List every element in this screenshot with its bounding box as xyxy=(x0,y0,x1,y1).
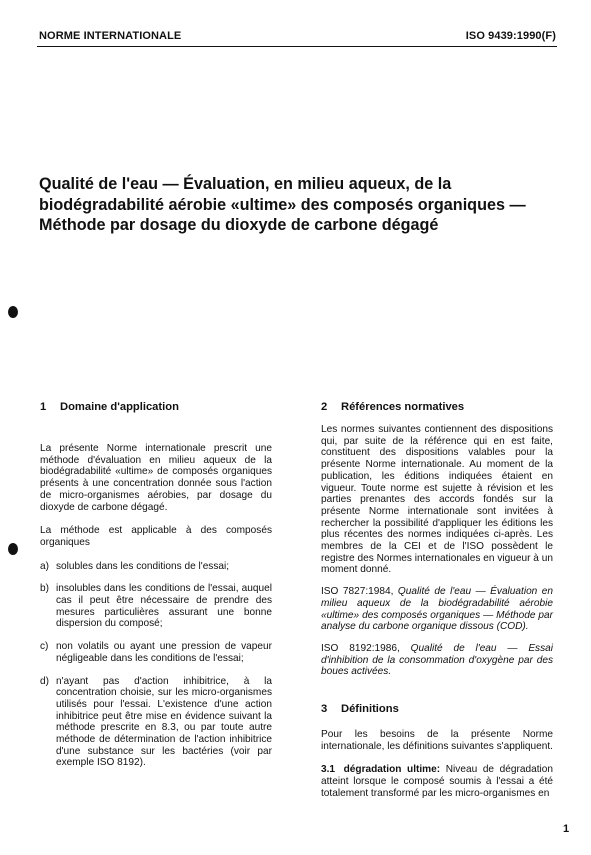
document-id: ISO 9439:1990(F) xyxy=(465,30,556,42)
definition-text: Niveau de dégradation atteint lorsque le composé soumis à l'essai a été totalement transformé par les micro-organismes en xyxy=(321,764,553,799)
list-text: insolubles dans les conditions de l'essai, auquel cas il peut être nécessaire de prendre des mesures particulières assurant une bonne dispersion du composé; xyxy=(56,583,272,630)
section-1-title: Domaine d'application xyxy=(60,401,179,413)
definition-number: 3.1 xyxy=(321,764,336,776)
section-2-number: 2 xyxy=(321,401,328,413)
left-column xyxy=(40,400,272,780)
section-1-number: 1 xyxy=(40,401,47,413)
section-2-title: Références normatives xyxy=(341,401,465,413)
header-left-label: NORME INTERNATIONALE xyxy=(39,30,182,42)
section-2-heading xyxy=(321,400,553,414)
section-3-heading xyxy=(321,702,553,716)
definition-item xyxy=(321,764,553,799)
definition-term: dégradation ultime: xyxy=(343,764,441,776)
list-marker: c) xyxy=(40,641,49,653)
header-rule xyxy=(37,46,557,47)
list-text: n'ayant pas d'action inhibitrice, à la concentration choisie, sur les micro-organismes utilisés pour l'essai. L'existence d'une action inhibitrice peut être mise en évidence suivant la méthode prescrite en 8.3, ou par toute autre méthode de détermination de l'action inhibitrice d'une substance sur les bactéries (voir par exemple ISO 8192). xyxy=(56,675,272,769)
list-item xyxy=(40,561,272,573)
list-text: solubles dans les conditions de l'essai; xyxy=(56,560,230,572)
document-title: Qualité de l'eau — Évaluation, en milieu aqueux, de la biodégradabilité aérobie «ultime» des composés organiques — Méthode par dosage du dioxyde de carbone dégagé xyxy=(39,175,526,234)
punch-hole-middle xyxy=(8,543,18,555)
list-item xyxy=(40,676,272,770)
list-marker: b) xyxy=(40,583,49,595)
list-text: non volatils ou ayant une pression de vapeur négligeable dans les conditions de l'essai; xyxy=(56,641,272,664)
reference-item xyxy=(321,586,553,633)
section-3-number: 3 xyxy=(321,703,328,716)
reference-title: Qualité de l'eau — Essai d'inhibition de la consommation d'oxygène par des boues activées. xyxy=(321,642,554,678)
normative-references-paragraph: Les normes suivantes contiennent des dispositions qui, par suite de la référence qui en est faite, constituent des dispositions valables pour la présente Norme internationale. Au moment de la publication, les éditions indiquées étaient en vigueur. Toute norme est sujette à révision et les parties prenantes des accords fondés sur la présente Norme internationale sont invitées à rechercher la possibilité d'appliquer les éditions les plus récentes des normes indiquées ci-après. Les membres de la CEI et de l'ISO possèdent le registre des Normes internationales en vigueur à un moment donné. xyxy=(321,424,553,576)
punch-hole-top xyxy=(8,306,18,318)
section-1-heading xyxy=(40,400,272,414)
list-marker: a) xyxy=(40,560,49,572)
reference-code: ISO 8192:1986, xyxy=(321,642,400,654)
list-item xyxy=(40,583,272,630)
definitions-intro: Pour les besoins de la présente Norme internationale, les définitions suivantes s'appliquent. xyxy=(321,729,553,752)
page-number: 1 xyxy=(563,823,570,835)
list-marker: d) xyxy=(40,675,49,687)
reference-code: ISO 7827:1984, xyxy=(321,586,394,598)
scope-applicability: La méthode est applicable à des composés organiques xyxy=(40,525,272,548)
right-column xyxy=(321,400,553,800)
reference-item xyxy=(321,643,553,678)
section-3-title: Définitions xyxy=(341,703,399,716)
list-item xyxy=(40,641,272,664)
scope-paragraph: La présente Norme internationale prescrit une méthode d'évaluation en milieu aqueux de la biodégradabilité «ultime» de composés organiques présents à une concentration donnée sous l'action de micro-organismes aérobies, par dosage du dioxyde de carbone dégagé. xyxy=(40,443,272,513)
reference-title: Qualité de l'eau — Évaluation en milieu aqueux de la biodégradabilité aérobie «ultime» des composés organiques — Méthode par analyse du carbone organique dissous (COD). xyxy=(321,586,554,633)
